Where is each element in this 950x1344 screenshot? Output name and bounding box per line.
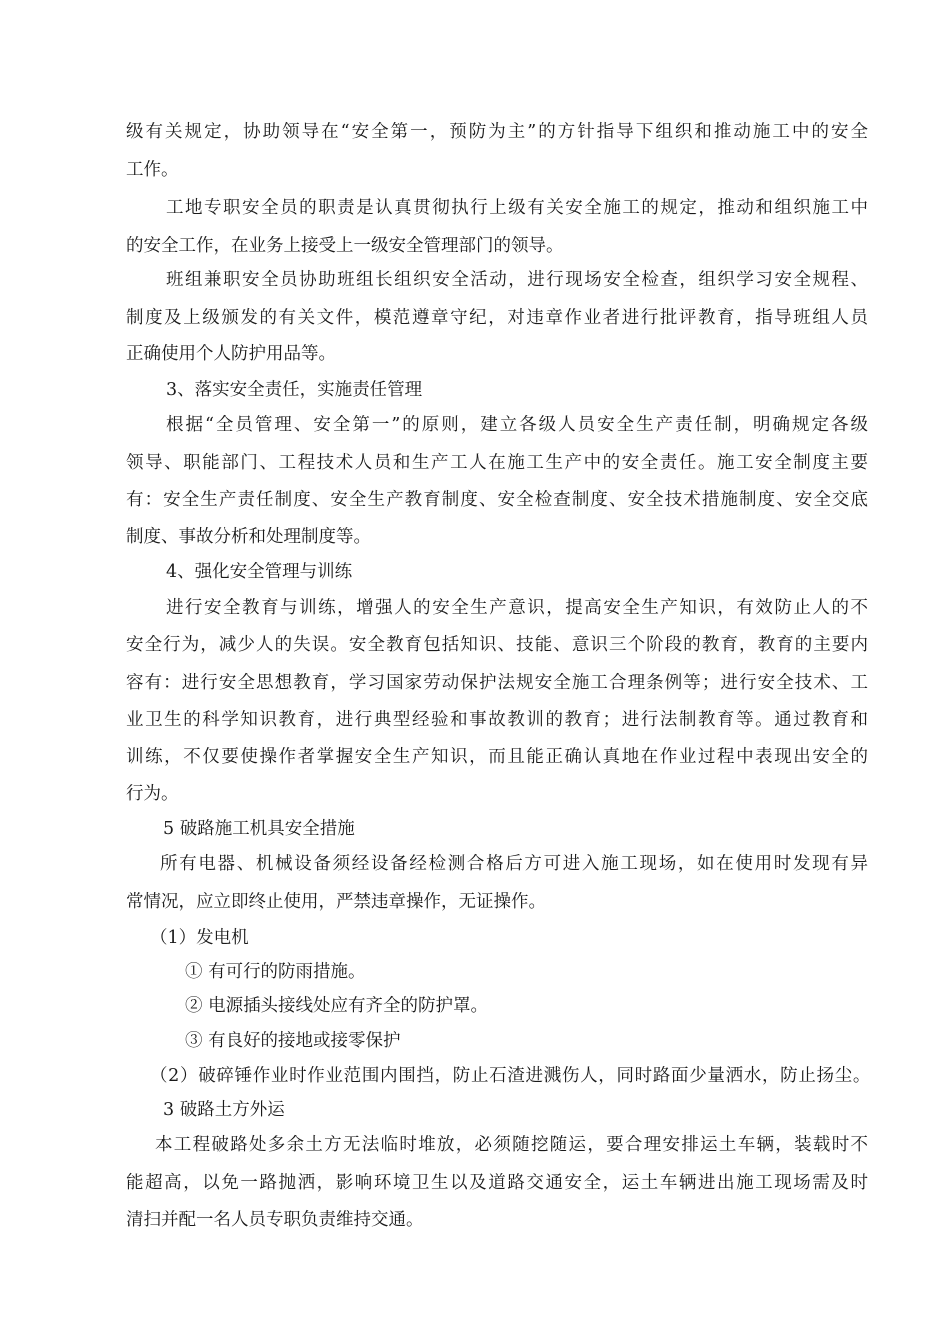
paragraph-line: 有：安全生产责任制度、安全生产教育制度、安全检查制度、安全技术措施制度、安全交底 bbox=[126, 490, 868, 510]
paragraph-line: 制度、事故分析和处理制度等。 bbox=[126, 527, 371, 547]
paragraph-line: 进行安全教育与训练，增强人的安全生产意识，提高安全生产知识，有效防止人的不 bbox=[166, 598, 868, 618]
paragraph-line: 的安全工作，在业务上接受上一级安全管理部门的领导。 bbox=[126, 236, 564, 256]
paragraph-line: 级有关规定，协助领导在“安全第一，预防为主”的方针指导下组织和推动施工中的安全 bbox=[126, 122, 868, 142]
paragraph-line: 工作。 bbox=[126, 160, 179, 180]
list-item: ② 电源插头接线处应有齐全的防护罩。 bbox=[185, 996, 489, 1016]
list-item: ① 有可行的防雨措施。 bbox=[185, 962, 366, 982]
paragraph-line: 业卫生的科学知识教育，进行典型经验和事故教训的教育；进行法制教育等。通过教育和 bbox=[126, 710, 868, 730]
subheading-breaker: （2）破碎锤作业时作业范围内围挡，防止石渣进溅伤人，同时路面少量洒水，防止扬尘。 bbox=[150, 1066, 870, 1086]
paragraph-line: 行为。 bbox=[126, 784, 179, 804]
paragraph-line: 常情况，应立即终止使用，严禁违章操作，无证操作。 bbox=[126, 892, 546, 912]
section-heading-6: 3 破路土方外运 bbox=[163, 1100, 285, 1120]
paragraph-line: 领导、职能部门、工程技术人员和生产工人在施工生产中的安全责任。施工安全制度主要 bbox=[126, 453, 868, 473]
section-heading-4: 4、强化安全管理与训练 bbox=[166, 562, 353, 582]
paragraph-line: 清扫并配一名人员专职负责维持交通。 bbox=[126, 1210, 424, 1230]
paragraph-line: 训练，不仅要使操作者掌握安全生产知识，而且能正确认真地在作业过程中表现出安全的 bbox=[126, 747, 868, 767]
paragraph-line: 能超高，以免一路抛洒，影响环境卫生以及道路交通安全，运土车辆进出施工现场需及时 bbox=[126, 1173, 868, 1193]
paragraph-line: 根据“全员管理、安全第一”的原则，建立各级人员安全生产责任制，明确规定各级 bbox=[166, 415, 868, 435]
paragraph-line: 正确使用个人防护用品等。 bbox=[126, 344, 336, 364]
paragraph-line: 班组兼职安全员协助班组长组织安全活动，进行现场安全检查，组织学习安全规程、 bbox=[166, 270, 868, 290]
section-heading-5: 5 破路施工机具安全措施 bbox=[163, 819, 355, 839]
list-item: ③ 有良好的接地或接零保护 bbox=[185, 1031, 401, 1051]
paragraph-line: 所有电器、机械设备须经设备经检测合格后方可进入施工现场，如在使用时发现有异 bbox=[160, 854, 868, 874]
paragraph-line: 制度及上级颁发的有关文件，模范遵章守纪，对违章作业者进行批评教育，指导班组人员 bbox=[126, 308, 868, 328]
paragraph-line: 本工程破路处多余土方无法临时堆放，必须随挖随运，要合理安排运土车辆，装载时不 bbox=[155, 1135, 868, 1155]
paragraph-line: 工地专职安全员的职责是认真贯彻执行上级有关安全施工的规定，推动和组织施工中 bbox=[166, 198, 868, 218]
paragraph-line: 容有：进行安全思想教育，学习国家劳动保护法规安全施工合理条例等；进行安全技术、工 bbox=[126, 673, 868, 693]
paragraph-line: 安全行为，减少人的失误。安全教育包括知识、技能、意识三个阶段的教育，教育的主要内 bbox=[126, 635, 868, 655]
section-heading-3: 3、落实安全责任，实施责任管理 bbox=[166, 380, 423, 400]
subheading-generator: （1）发电机 bbox=[150, 928, 249, 948]
